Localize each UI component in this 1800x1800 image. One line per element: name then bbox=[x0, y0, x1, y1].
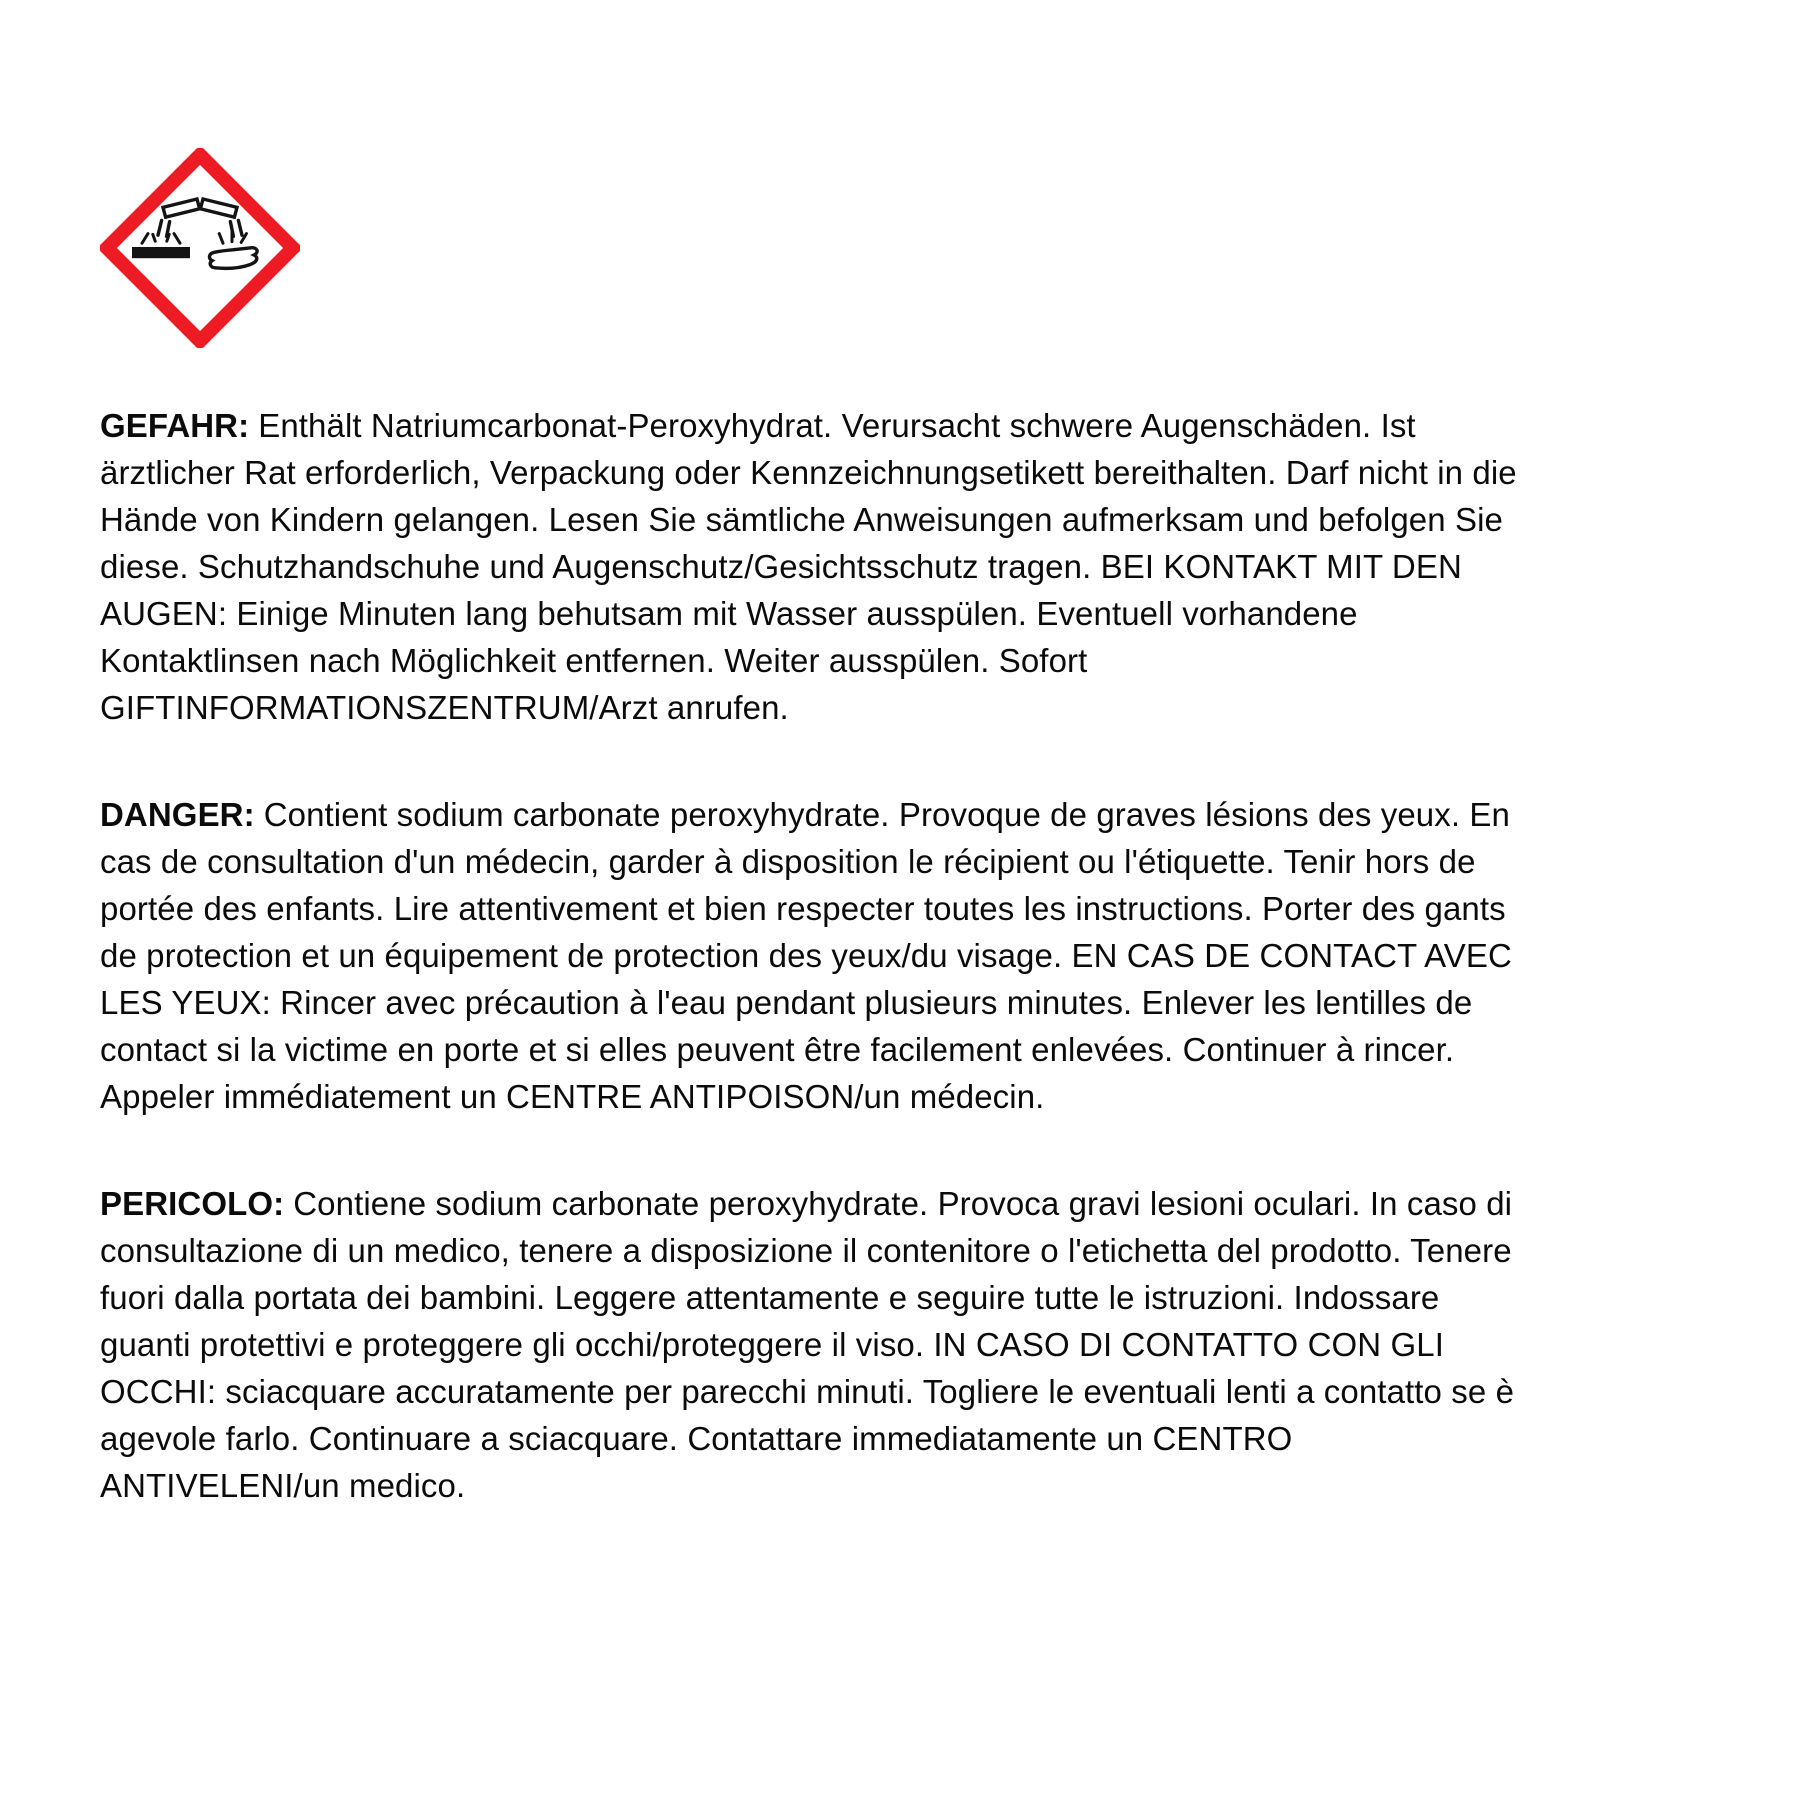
hazard-statements bbox=[100, 402, 1530, 1509]
ghs05-corrosion-icon bbox=[100, 148, 300, 348]
hazard-statement-french bbox=[100, 791, 1530, 1120]
signal-word-german: GEFAHR: bbox=[100, 407, 250, 444]
signal-word-french: DANGER: bbox=[100, 796, 255, 833]
statement-text-italian: Contiene sodium carbonate peroxyhydrate. Provoca gravi lesioni oculari. In caso di consultazione di un medico, tenere a disposizione il contenitore o l'etichetta del prodotto. Tenere fuori dalla portata dei bambini. Leggere attentamente e seguire tutte le istruzioni. Indossare guanti protettivi e proteggere gli occhi/proteggere il viso. IN CASO DI CONTATTO CON GLI OCCHI: sciacquare accuratamente per parecchi minuti. Togliere le eventuali lenti a contatto se è agevole farlo. Continuare a sciacquare. Contattare immediatamente un CENTRO ANTIVELENI/un medico. bbox=[100, 1185, 1515, 1504]
statement-text-french: Contient sodium carbonate peroxyhydrate. Provoque de graves lésions des yeux. En cas de consultation d'un médecin, garder à disposition le récipient ou l'étiquette. Tenir hors de portée des enfants. Lire attentivement et bien respecter toutes les instructions. Porter des gants de protection et un équipement de protection des yeux/du visage. EN CAS DE CONTACT AVEC LES YEUX: Rincer avec précaution à l'eau pendant plusieurs minutes. Enlever les lentilles de contact si la victime en porte et si elles peuvent être facilement enlevées. Continuer à rincer. Appeler immédiatement un CENTRE ANTIPOISON/un médecin. bbox=[100, 796, 1512, 1115]
hazard-statement-italian bbox=[100, 1180, 1530, 1509]
statement-text-german: Enthält Natriumcarbonat-Peroxyhydrat. Verursacht schwere Augenschäden. Ist ärztlicher Rat erforderlich, Verpackung oder Kennzeichnungsetikett bereithalten. Darf nicht in die Hände von Kindern gelangen. Lesen Sie sämtliche Anweisungen aufmerksam und befolgen Sie diese. Schutzhandschuhe und Augenschutz/Gesichtsschutz tragen. BEI KONTAKT MIT DEN AUGEN: Einige Minuten lang behutsam mit Wasser ausspülen. Eventuell vorhandene Kontaktlinsen nach Möglichkeit entfernen. Weiter ausspülen. Sofort GIFTINFORMATIONSZENTRUM/Arzt anrufen. bbox=[100, 407, 1517, 726]
ghs05-corrosion-svg bbox=[100, 148, 300, 348]
signal-word-italian: PERICOLO: bbox=[100, 1185, 285, 1222]
hazard-statement-german bbox=[100, 402, 1530, 731]
